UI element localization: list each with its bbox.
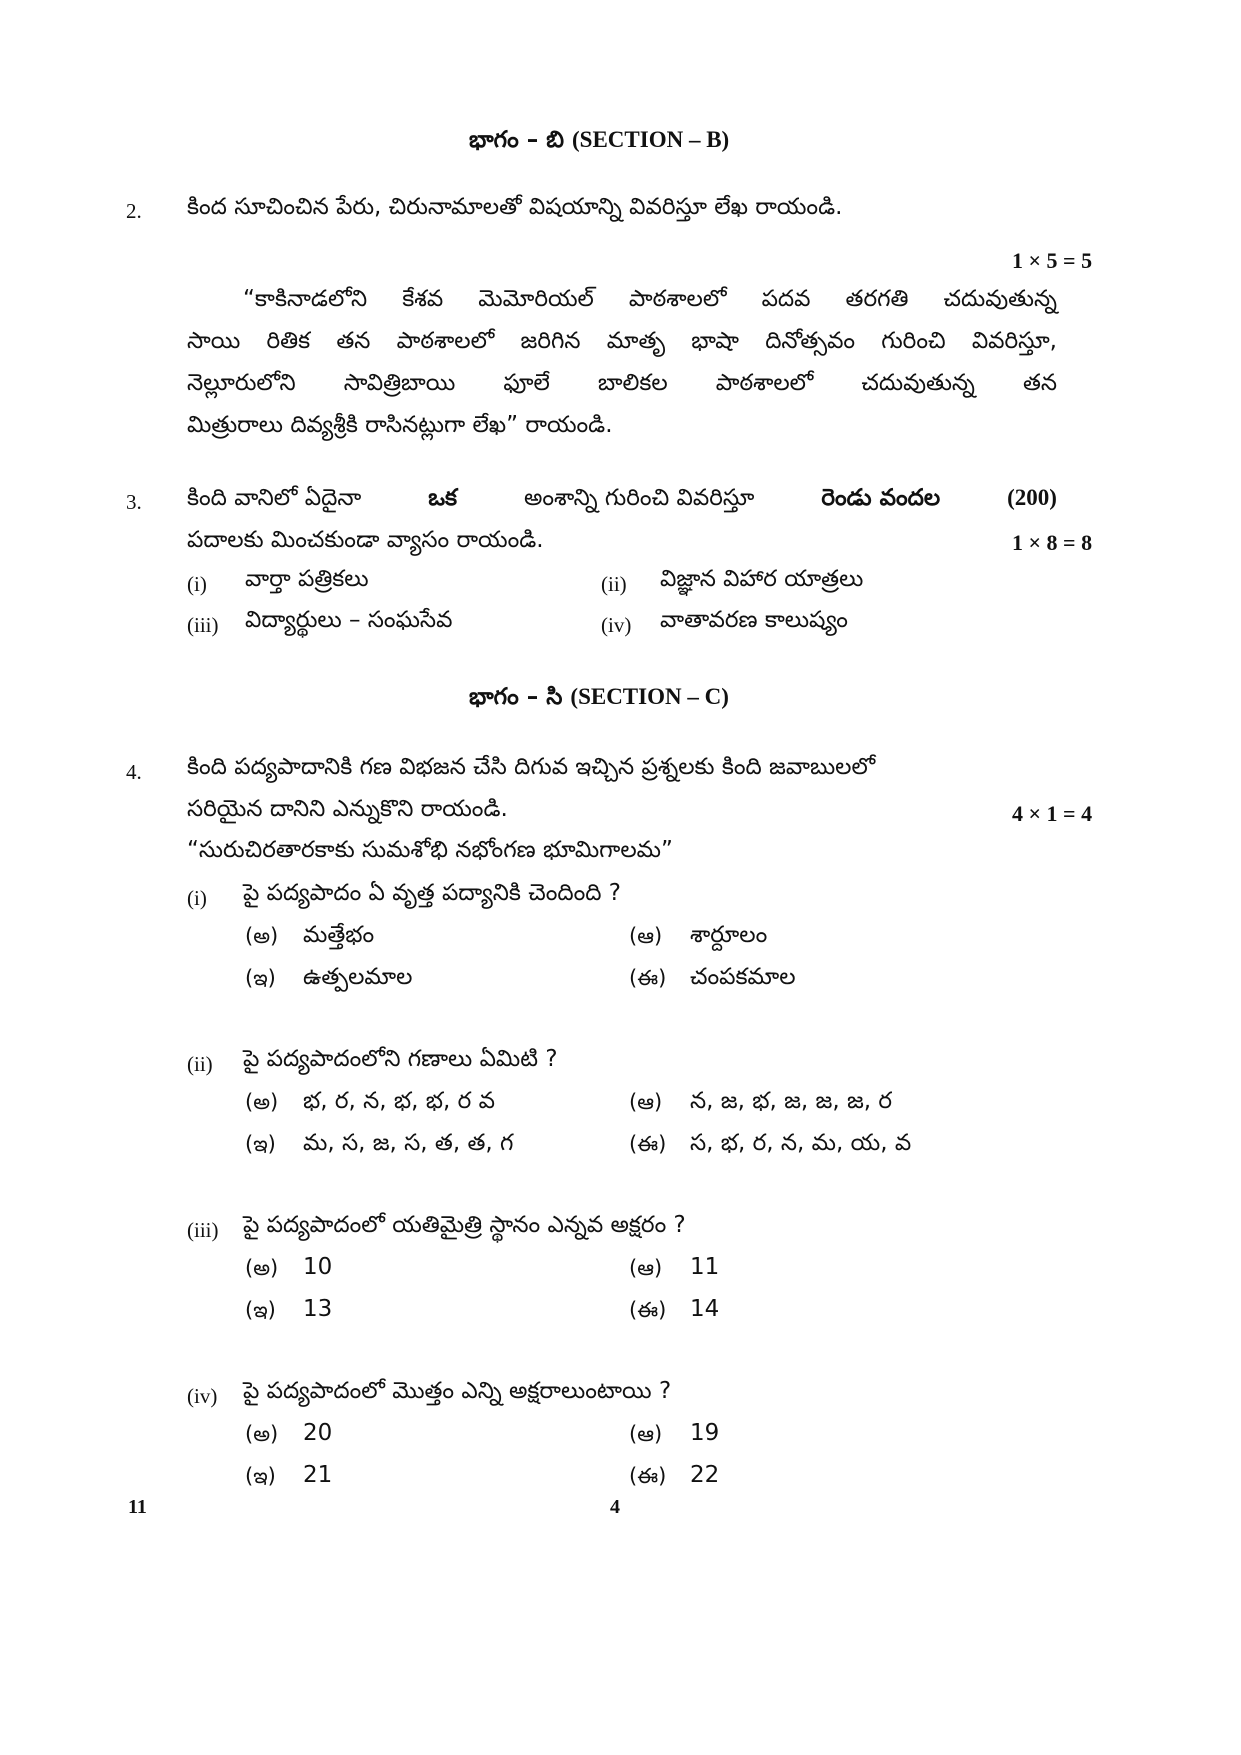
- q4-sub-label: (iii): [187, 1218, 219, 1242]
- q2-instruction: కింద సూచించిన పేరు, చిరునామాలతో విషయాన్ని వివరిస్తూ లేఖ రాయండి.: [187, 194, 843, 220]
- q4-option-text: స, భ, ర, న, మ, య, వ: [690, 1130, 912, 1156]
- q3-option-text: వార్తా పత్రికలు: [245, 566, 369, 592]
- q4-line-1: కింది పద్యపాదానికి గణ విభజన చేసి దిగువ ఇచ్చిన ప్రశ్నలకు కింది జవాబులలో: [187, 754, 876, 780]
- q4-option-label: (అ): [245, 1422, 279, 1446]
- section-b-heading-en: (SECTION – B): [572, 127, 730, 152]
- q4-line-2: సరియైన దానిని ఎన్నుకొని రాయండి.: [187, 796, 508, 822]
- q4-option-text: ఉత్పలమాల: [303, 964, 413, 990]
- q4-option-text: 11: [690, 1254, 720, 1280]
- q2-body-line-1: “కాకినాడలోని కేశవ మెమోరియల్ పాఠశాలలో పదవ తరగతి చదువుతున్న: [243, 286, 1057, 312]
- q4-option-text: మ, స, జ, స, త, త, గ: [303, 1130, 514, 1156]
- q4-option-text: 14: [690, 1296, 720, 1322]
- q2-marks: 1 × 5 = 5: [1012, 248, 1093, 273]
- q4-option-text: భ, ర, న, భ, భ, ర వ: [303, 1088, 495, 1114]
- q2-body-line-4: మిత్రురాలు దివ్యశ్రీకి రాసినట్లుగా లేఖ” రాయండి.: [187, 412, 613, 438]
- q3-option-label: (ii): [601, 572, 627, 596]
- section-c-heading-te: భాగం – సి: [469, 684, 563, 710]
- q3-line-1-bold-two: రెండు వందల: [821, 485, 941, 511]
- q2-body-line-3: నెల్లూరులోని సావిత్రిబాయి ఫూలే బాలికల పాఠశాలలో చదువుతున్న తన: [187, 370, 1057, 396]
- q4-option-text: 10: [303, 1254, 333, 1280]
- q4-option-text: 19: [690, 1420, 720, 1446]
- q3-line-1-a: కింది వానిలో ఏదైనా: [187, 485, 362, 511]
- q4-verse: “సురుచిరతారకాకు సుమశోభి నభోంగణ భూమిగాలమ”: [187, 837, 673, 863]
- q4-option-text: న, జ, భ, జ, జ, జ, ర: [690, 1088, 893, 1114]
- q4-option-label: (ఆ): [629, 924, 663, 948]
- q4-option-label: (ఇ): [245, 1132, 276, 1156]
- q4-option-label: (ఇ): [245, 966, 276, 990]
- q3-option-text: విద్యార్థులు – సంఘసేవ: [245, 607, 453, 633]
- q4-option-label: (ఆ): [629, 1090, 663, 1114]
- page-number: 4: [610, 1496, 620, 1518]
- q2-body-line-2: సాయి రితిక తన పాఠశాలలో జరిగిన మాతృ భాషా దినోత్సవం గురించి వివరిస్తూ,: [187, 328, 1057, 354]
- q4-option-label: (ఆ): [629, 1256, 663, 1280]
- q4-option-label: (అ): [245, 1256, 279, 1280]
- q3-line-1-bold-one: ఒక: [428, 485, 458, 511]
- q4-option-text: శార్దూలం: [690, 922, 768, 948]
- q4-option-label: (ఈ): [629, 1464, 667, 1488]
- q4-option-text: 13: [303, 1296, 333, 1322]
- q4-option-label: (ఈ): [629, 966, 667, 990]
- q4-option-label: (ఈ): [629, 1298, 667, 1322]
- q3-option-text: వాతావరణ కాలుష్యం: [660, 607, 848, 633]
- section-c-heading: [469, 684, 729, 716]
- q4-number: 4.: [126, 760, 142, 784]
- q4-sub-label: (i): [187, 886, 207, 910]
- q4-sub-label: (ii): [187, 1052, 213, 1076]
- q4-option-label: (అ): [245, 1090, 279, 1114]
- q3-number: 3.: [126, 490, 142, 514]
- q3-option-text: విజ్ఞాన విహార యాత్రలు: [660, 566, 864, 592]
- q3-marks: 1 × 8 = 8: [1012, 530, 1093, 555]
- q4-sub-question: పై పద్యపాదం ఏ వృత్త పద్యానికి చెందింది ?: [243, 880, 622, 906]
- q4-option-label: (ఇ): [245, 1464, 276, 1488]
- q4-option-text: 21: [303, 1462, 333, 1488]
- q3-line-2: పదాలకు మించకుండా వ్యాసం రాయండి.: [187, 527, 544, 553]
- q3-option-label: (iii): [187, 613, 219, 637]
- paper-code: 11: [128, 1496, 147, 1518]
- q2-number: 2.: [126, 199, 142, 223]
- q4-option-text: 22: [690, 1462, 720, 1488]
- q4-option-label: (ఈ): [629, 1132, 667, 1156]
- q4-option-label: (ఆ): [629, 1422, 663, 1446]
- q3-option-label: (i): [187, 572, 207, 596]
- section-c-heading-en: (SECTION – C): [570, 684, 729, 709]
- q3-line-1-bold-three: (200): [1007, 485, 1057, 510]
- q4-sub-label: (iv): [187, 1384, 218, 1408]
- section-b-heading: [469, 127, 729, 159]
- q3-line-1: [187, 485, 1057, 517]
- q4-sub-question: పై పద్యపాదంలో యతిమైత్రి స్థానం ఎన్నవ అక్షరం ?: [243, 1212, 686, 1238]
- q4-sub-question: పై పద్యపాదంలో మొత్తం ఎన్ని అక్షరాలుంటాయి ?: [243, 1378, 672, 1404]
- q4-option-label: (అ): [245, 924, 279, 948]
- section-b-heading-te: భాగం – బి: [469, 127, 564, 153]
- q4-option-text: మత్తేభం: [303, 922, 375, 948]
- q4-sub-question: పై పద్యపాదంలోని గణాలు ఏమిటి ?: [243, 1046, 558, 1072]
- q4-option-text: చంపకమాల: [690, 964, 796, 990]
- q4-option-label: (ఇ): [245, 1298, 276, 1322]
- q4-option-text: 20: [303, 1420, 333, 1446]
- q3-option-label: (iv): [601, 613, 632, 637]
- q3-line-1-b: అంశాన్ని గురించి వివరిస్తూ: [523, 485, 755, 511]
- q4-marks: 4 × 1 = 4: [1012, 801, 1093, 826]
